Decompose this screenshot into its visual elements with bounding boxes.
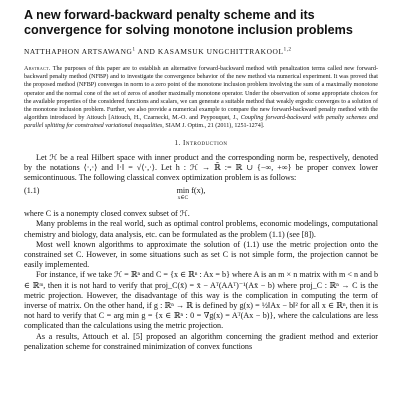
paper-title: [24, 8, 378, 38]
equation-min-operator: min: [176, 186, 190, 196]
paragraph-5: For instance, if we take ℋ = ℝⁿ and C = {x ∈ ℝⁿ : Ax = b} where A is an m × n matrix with m < n and b ∈ ℝᵐ, then it is not hard to verify that proj_C(x̄) = x̄ − Aᵀ(AAᵀ)⁻¹(Ax̄ − b) where proj_C : ℝⁿ → C is the metric projection. However, the disadvantage of this way is the complication in computing the term of inverse of matrix. On the other hand, if g : ℝⁿ → ℝ is defined by g(x) = ½‖Ax − b‖² for all x ∈ ℝⁿ, then it is not hard to verify that C = arg min g = {x ∈ ℝⁿ : 0 = ∇g(x) = Aᵀ(Ax − b)}, where the calculations are less complicated than the calculations using the metric projection.: [24, 270, 378, 331]
author-1-affiliation: 1: [132, 47, 136, 53]
author-conjunction: AND: [137, 47, 156, 56]
equation-min: [177, 186, 190, 201]
abstract-reference-title: Coupling forward-backward with penalty schemes and parallel splitting for constrained variational inequalities,: [24, 115, 379, 130]
title-line-2: convergence for solving monotone inclusion problems: [24, 23, 353, 37]
title-line-1: A new forward-backward penalty scheme and its: [24, 8, 315, 22]
abstract-label: Abstract.: [24, 66, 51, 72]
abstract-text: The purposes of this paper are to establish an alternative forward-backward method with penalization terms called new forward-backward penalty method (NFBP) and to investigate the convergence behavior of the new method via numerical experiment. It was proved that the proposed method (NFBP) converges in norm to a zero point of the monotone inclusion problem involving the sum of a maximally monotone operator and the normal cone of the set of zeros of another maximally monotone operator. Under the observation of some appropriate choices for the available properties of the considered functions and scalars, we can generate a suitable method that weakly ergodic converges to a solution of the monotone inclusion problem. Further, we also provide a numerical example to compare the new forward-backward penalty method with the algorithm introduced by Attouch [Attouch, H., Czarnecki, M.-O. and Peypouquet, J.,: [24, 66, 378, 122]
paragraph-2: where C is a nonempty closed convex subset of ℋ.: [24, 209, 190, 219]
author-2-affiliation: 1,2: [283, 47, 292, 53]
equation-number: (1.1): [24, 186, 40, 196]
abstract: [24, 65, 378, 131]
section-heading: 1. Introduction: [174, 138, 228, 147]
equation-min-subscript: x∈C: [177, 195, 189, 202]
abstract-reference-tail: SIAM J. Optim., 21 (2011), 1251-1274].: [165, 123, 265, 130]
paragraph-3: Many problems in the real world, such as optimal control problems, economic modelings, computational chemistry and biology, data analysis, etc. can be formulated as the problem (1.1) (see [8]).: [24, 219, 378, 239]
equation-body: [64, 186, 378, 201]
paragraph-6: As a results, Attouch et al. [5] proposed an algorithm concerning the gradient method and exterior penalization scheme for constrained minimization of convex functions: [24, 331, 378, 351]
paragraph-1: Let ℋ be a real Hilbert space with inner product and the corresponding norm be, respectively, denoted by the notations ⟨·,·⟩ and ‖·‖ = √⟨·,·⟩. Let h : ℋ → ℝ̄ := ℝ ∪ {−∞, +∞} be proper convex lower semicontinuous. The following classical convex optimization problem is as follows:: [24, 152, 378, 183]
author-1: NATTHAPHON ARTSAWANG: [24, 47, 133, 56]
paragraph-4: Most well known algorithms to approximate the solution of (1.1) use the metric projection onto the constrained set C. However, in some situations such as set C is not simple form, the projection cannot be easily implemented.: [24, 239, 378, 270]
author-list: [24, 47, 378, 56]
equation-objective: f(x),: [189, 186, 206, 196]
author-2: KASAMSUK UNGCHITTRAKOOL: [157, 47, 284, 56]
equation-1-1: [24, 186, 378, 206]
